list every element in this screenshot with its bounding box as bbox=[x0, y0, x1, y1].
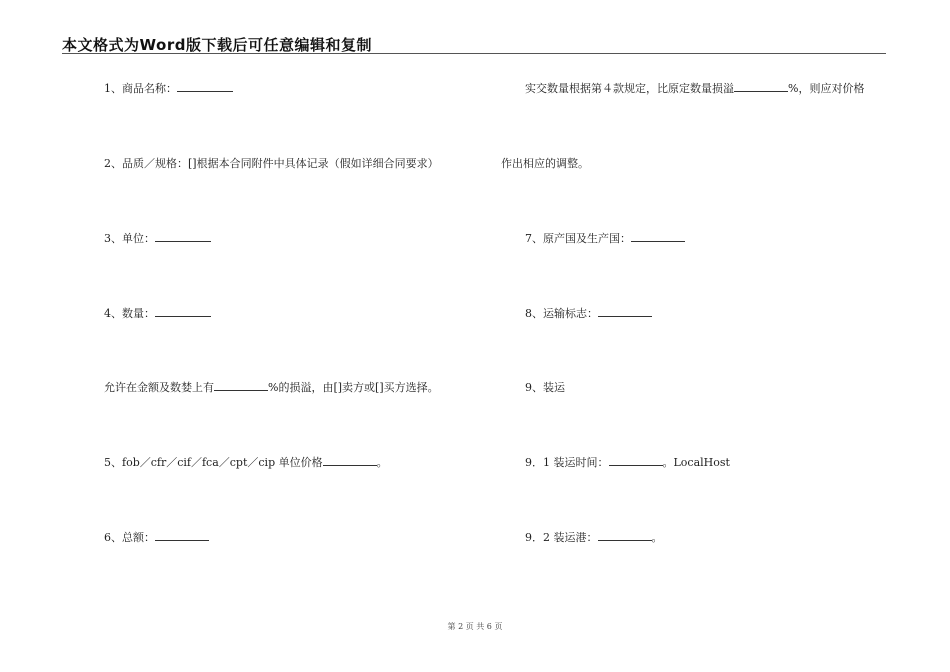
header-rule bbox=[62, 53, 886, 54]
item-1-label: 1、商品名称： bbox=[104, 82, 177, 95]
allowance-blank bbox=[214, 379, 268, 391]
unit-blank bbox=[155, 230, 211, 242]
shipping-marks-blank bbox=[598, 305, 652, 317]
item-2-quality-spec: 2、品质／规格：[]根据本合同附件中具体记录（假如详细合同要求） bbox=[104, 157, 439, 170]
allowance-after: %的损溢，由[]卖方或[]买方选择。 bbox=[268, 381, 439, 394]
shipment-time-blank bbox=[609, 454, 663, 466]
item-7-label: 7、原产国及生产国： bbox=[525, 232, 631, 245]
item-8-shipping-marks bbox=[525, 305, 652, 321]
origin-country-blank bbox=[631, 230, 685, 242]
product-name-blank bbox=[177, 80, 233, 92]
unit-price-blank bbox=[323, 454, 377, 466]
item-7-origin-country bbox=[525, 230, 685, 246]
item-9-2-after: 。 bbox=[651, 531, 663, 544]
quantity-adjustment-clause bbox=[525, 80, 864, 96]
item-5-after: 。 bbox=[376, 456, 388, 469]
item-9-1-shipment-time bbox=[525, 454, 730, 470]
item-4-label: 4、数量： bbox=[104, 307, 155, 320]
adjustment-blank bbox=[734, 80, 788, 92]
item-5-unit-price bbox=[104, 454, 388, 470]
item-1-product-name bbox=[104, 80, 233, 96]
item-9-2-label: 9．2 装运港： bbox=[525, 531, 598, 544]
item-9-2-port-of-shipment bbox=[525, 529, 663, 545]
item-8-label: 8、运输标志： bbox=[525, 307, 598, 320]
item-3-label: 3、单位： bbox=[104, 232, 155, 245]
item-3-unit bbox=[104, 230, 211, 246]
quantity-blank bbox=[155, 305, 211, 317]
document-header-title: 本文格式为Word版下载后可任意编辑和复制 bbox=[62, 36, 372, 54]
item-4-quantity bbox=[104, 305, 211, 321]
adjustment-continuation: 作出相应的调整。 bbox=[501, 157, 589, 170]
item-6-label: 6、总额： bbox=[104, 531, 155, 544]
allowance-clause bbox=[104, 379, 439, 395]
item-5-label: 5、fob／cfr／cif／fca／cpt／cip 单位价格 bbox=[104, 456, 323, 469]
page-number-footer: 第 2 页 共 6 页 bbox=[447, 622, 503, 631]
allowance-before: 允许在金额及数婪上有 bbox=[104, 381, 214, 394]
item-9-1-label: 9．1 装运时间： bbox=[525, 456, 609, 469]
item-9-shipment: 9、装运 bbox=[525, 381, 565, 394]
adjustment-after: %，则应对价格 bbox=[788, 82, 865, 95]
total-amount-blank bbox=[155, 529, 209, 541]
port-of-shipment-blank bbox=[598, 529, 652, 541]
item-9-1-after: 。LocalHost bbox=[662, 456, 730, 469]
item-6-total-amount bbox=[104, 529, 209, 545]
adjustment-before: 实交数量根据第４款规定，比原定数量损溢 bbox=[525, 82, 734, 95]
